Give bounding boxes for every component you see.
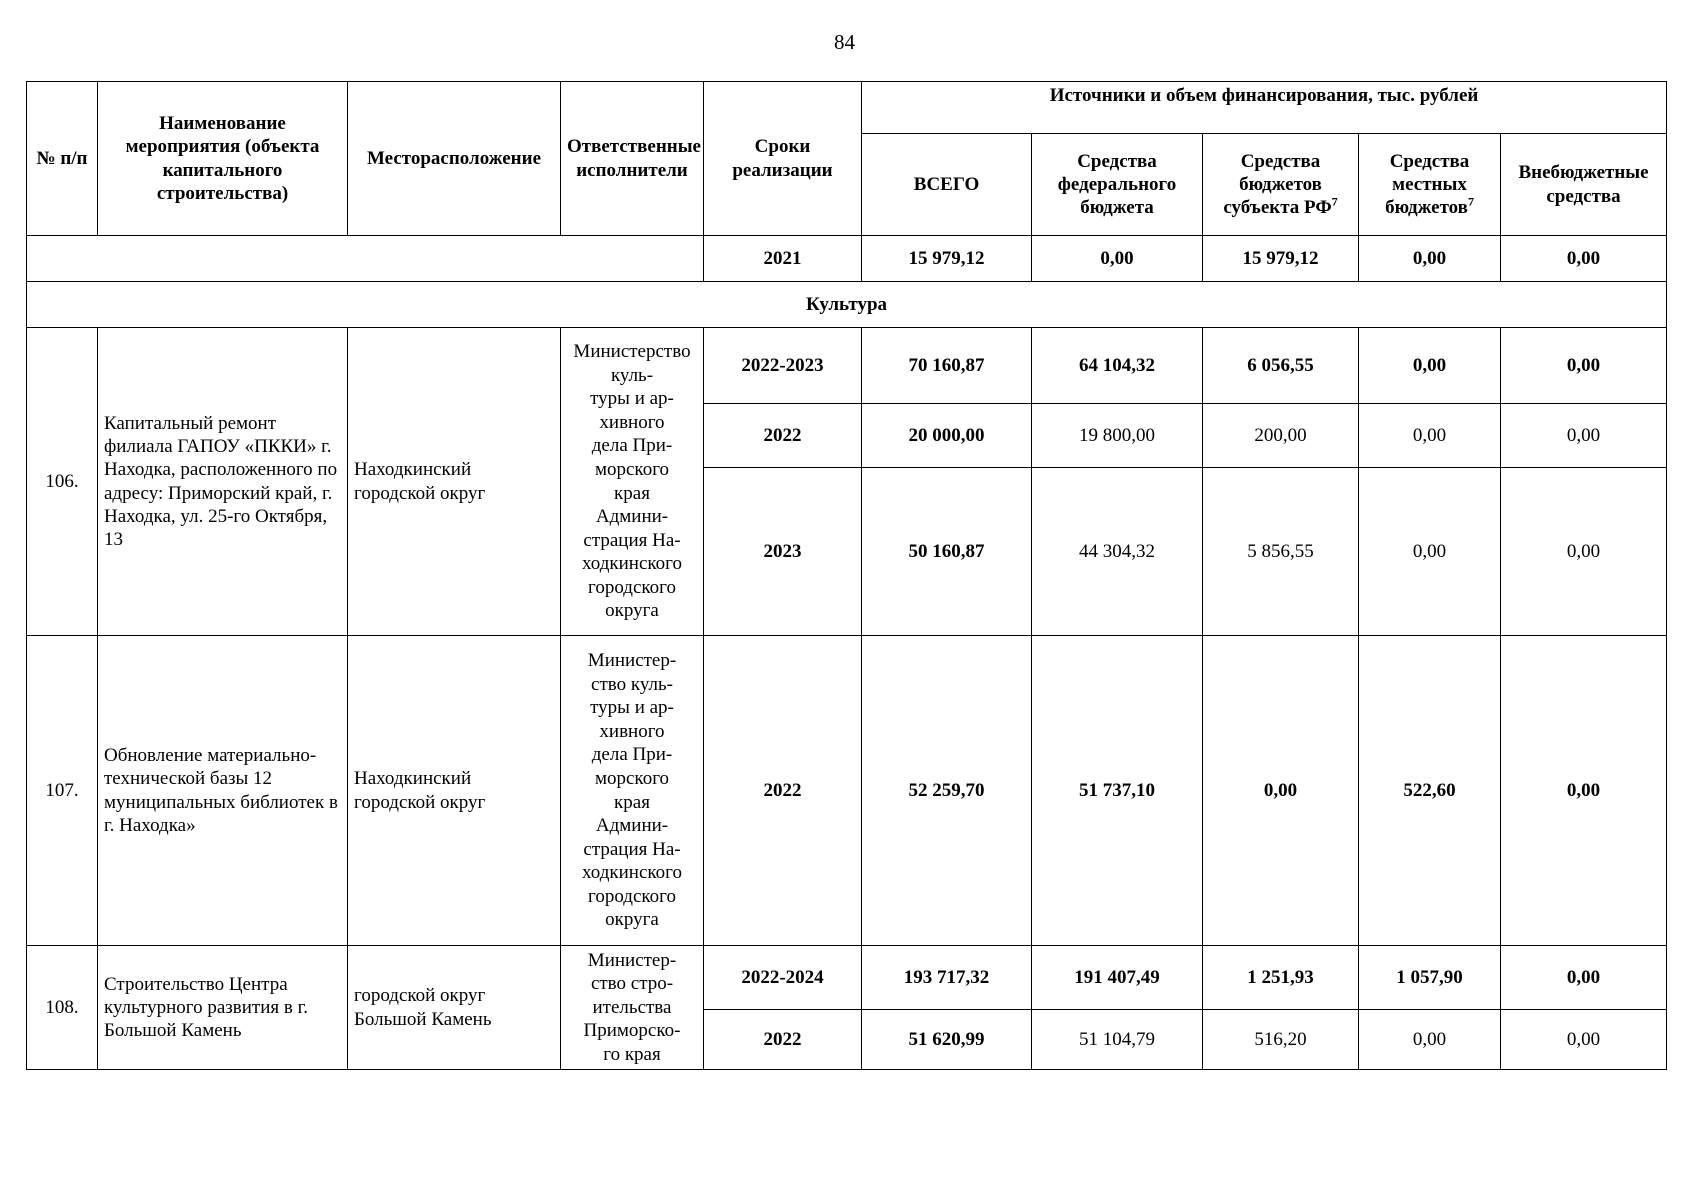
header-local-text: Средства местных бюджетов bbox=[1385, 150, 1470, 219]
responsible-line: края bbox=[614, 482, 650, 504]
responsible-line: Админи- bbox=[595, 815, 669, 837]
header-location: Месторасположение bbox=[348, 82, 561, 236]
row-total: 20 000,00 bbox=[862, 404, 1032, 468]
row-total: 70 160,87 bbox=[862, 328, 1032, 404]
entry-number: 106. bbox=[27, 328, 98, 636]
responsible-line: городского bbox=[588, 885, 676, 907]
section-title: Культура bbox=[27, 282, 1667, 328]
responsible-line: туры и ар- bbox=[590, 388, 674, 410]
header-regional-text: Средства бюджетов субъекта РФ bbox=[1223, 150, 1332, 219]
row-year: 2022-2024 bbox=[704, 946, 862, 1010]
row-local: 0,00 bbox=[1359, 1010, 1501, 1070]
header-total: ВСЕГО bbox=[862, 134, 1032, 236]
entry-location: Находкинский городской округ bbox=[348, 328, 561, 636]
header-regional-footnote: 7 bbox=[1331, 194, 1338, 209]
responsible-line: хивного bbox=[599, 720, 665, 742]
row-total: 193 717,32 bbox=[862, 946, 1032, 1010]
header-regional bbox=[1203, 134, 1359, 236]
responsible-line: округа bbox=[605, 600, 659, 622]
row-year: 2022 bbox=[704, 1010, 862, 1070]
row-local: 0,00 bbox=[1359, 404, 1501, 468]
header-extra: Внебюджетные средства bbox=[1501, 134, 1667, 236]
row-extra: 0,00 bbox=[1501, 946, 1667, 1010]
responsible-line: края bbox=[614, 791, 650, 813]
responsible-line: хивного bbox=[599, 411, 665, 433]
row-regional: 6 056,55 bbox=[1203, 328, 1359, 404]
row-extra: 0,00 bbox=[1501, 328, 1667, 404]
responsible-line: Министерство куль- bbox=[573, 341, 691, 386]
entry-location: городской округ Большой Камень bbox=[348, 946, 561, 1070]
financing-table bbox=[26, 81, 1667, 1070]
header-row-1 bbox=[27, 82, 1667, 134]
row-total: 51 620,99 bbox=[862, 1010, 1032, 1070]
table-row bbox=[27, 636, 1667, 946]
header-federal: Средства федерального бюджета bbox=[1032, 134, 1203, 236]
summary-local: 0,00 bbox=[1359, 236, 1501, 282]
responsible-line: Министер- bbox=[587, 949, 677, 971]
header-local-footnote: 7 bbox=[1467, 194, 1474, 209]
header-responsible: Ответственные исполнители bbox=[561, 82, 704, 236]
row-federal: 44 304,32 bbox=[1032, 468, 1203, 636]
row-federal: 19 800,00 bbox=[1032, 404, 1203, 468]
entry-name: Строительство Центра культурного развития в г. Большой Камень bbox=[98, 946, 348, 1070]
section-row bbox=[27, 282, 1667, 328]
page-number: 84 bbox=[834, 30, 855, 54]
row-year: 2022 bbox=[704, 404, 862, 468]
responsible-line: Админи- bbox=[595, 506, 669, 528]
responsible-line: морского bbox=[594, 458, 670, 480]
summary-total: 15 979,12 bbox=[862, 236, 1032, 282]
table-row bbox=[27, 236, 1667, 282]
responsible-line: ходкинского bbox=[582, 862, 682, 884]
entry-name: Обновление материально-технической базы 12 муниципальных библиотек в г. Находка» bbox=[98, 636, 348, 946]
row-federal: 64 104,32 bbox=[1032, 328, 1203, 404]
row-regional: 5 856,55 bbox=[1203, 468, 1359, 636]
header-num: № п/п bbox=[27, 82, 98, 236]
row-regional: 200,00 bbox=[1203, 404, 1359, 468]
table-row bbox=[27, 328, 1667, 404]
responsible-line: дела При- bbox=[591, 435, 673, 457]
responsible-line: Приморско- bbox=[583, 1020, 681, 1042]
row-regional: 1 251,93 bbox=[1203, 946, 1359, 1010]
responsible-line: го края bbox=[603, 1043, 661, 1065]
responsible-line: округа bbox=[605, 909, 659, 931]
summary-extra: 0,00 bbox=[1501, 236, 1667, 282]
table-row bbox=[27, 946, 1667, 1010]
row-year: 2022-2023 bbox=[704, 328, 862, 404]
row-extra: 0,00 bbox=[1501, 468, 1667, 636]
row-total: 52 259,70 bbox=[862, 636, 1032, 946]
responsible-line: Министер- bbox=[587, 650, 677, 672]
row-year: 2022 bbox=[704, 636, 862, 946]
responsible-line: страция На- bbox=[583, 838, 681, 860]
header-period: Сроки реализации bbox=[704, 82, 862, 236]
row-local: 0,00 bbox=[1359, 468, 1501, 636]
summary-regional: 15 979,12 bbox=[1203, 236, 1359, 282]
header-local bbox=[1359, 134, 1501, 236]
summary-blank-cell bbox=[27, 236, 704, 282]
responsible-line: туры и ар- bbox=[590, 697, 674, 719]
row-year: 2023 bbox=[704, 468, 862, 636]
entry-responsible bbox=[561, 328, 704, 636]
row-total: 50 160,87 bbox=[862, 468, 1032, 636]
row-local: 522,60 bbox=[1359, 636, 1501, 946]
row-regional: 0,00 bbox=[1203, 636, 1359, 946]
responsible-line: страция На- bbox=[583, 529, 681, 551]
row-federal: 191 407,49 bbox=[1032, 946, 1203, 1010]
entry-number: 108. bbox=[27, 946, 98, 1070]
row-local: 1 057,90 bbox=[1359, 946, 1501, 1010]
summary-federal: 0,00 bbox=[1032, 236, 1203, 282]
entry-location: Находкинский городской округ bbox=[348, 636, 561, 946]
row-federal: 51 737,10 bbox=[1032, 636, 1203, 946]
row-extra: 0,00 bbox=[1501, 404, 1667, 468]
entry-number: 107. bbox=[27, 636, 98, 946]
summary-year: 2021 bbox=[704, 236, 862, 282]
entry-responsible bbox=[561, 946, 704, 1070]
header-name: Наименование мероприятия (объекта капитального строительства) bbox=[98, 82, 348, 236]
responsible-line: городского bbox=[588, 576, 676, 598]
responsible-line: ходкинского bbox=[582, 553, 682, 575]
row-regional: 516,20 bbox=[1203, 1010, 1359, 1070]
responsible-line: морского bbox=[594, 767, 670, 789]
entry-name: Капитальный ремонт филиала ГАПОУ «ПККИ» г. Находка, расположенного по адресу: Приморский край, г. Находка, ул. 25-го Октября, 13 bbox=[98, 328, 348, 636]
row-local: 0,00 bbox=[1359, 328, 1501, 404]
responsible-line: ительства bbox=[592, 996, 672, 1018]
responsible-line: ство стро- bbox=[590, 973, 674, 995]
row-extra: 0,00 bbox=[1501, 1010, 1667, 1070]
row-extra: 0,00 bbox=[1501, 636, 1667, 946]
responsible-line: ство куль- bbox=[591, 673, 673, 695]
header-sources: Источники и объем финансирования, тыс. рублей bbox=[862, 82, 1667, 134]
entry-responsible bbox=[561, 636, 704, 946]
row-federal: 51 104,79 bbox=[1032, 1010, 1203, 1070]
responsible-line: дела При- bbox=[591, 744, 673, 766]
